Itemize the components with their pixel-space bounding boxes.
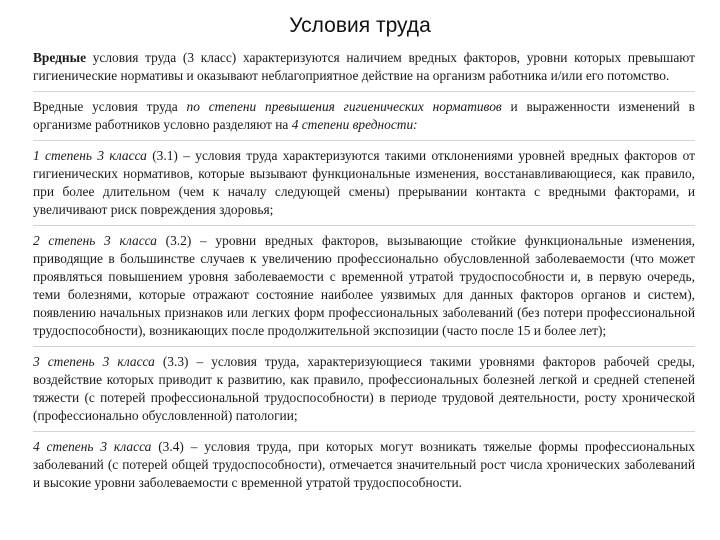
divider: [33, 140, 695, 141]
degree-heading: 4 степень 3 класса: [33, 439, 152, 454]
intro-bold-term: Вредные: [33, 50, 87, 65]
classification-part1: Вредные условия труда: [33, 99, 187, 114]
degree-text: – условия труда, характеризующиеся такими уровнями факторов рабочей среды, воздействие которых приводит к развитию, как правило, профессиональных болезней легкой и средней степеней тяжести (с потерей профессиональной трудоспособности) в периоде трудовой деятельности, росту хронической (профессионально обусловленной) патологии;: [33, 354, 695, 423]
content: [33, 49, 695, 492]
divider: [33, 225, 695, 226]
degree-text: – условия труда, при которых могут возникать тяжелые формы профессиональных заболеваний (с потерей общей трудоспособности), отмечается значительный рост числа хронических заболеваний и высокие уровни заболеваемости с временной утратой трудоспособности.: [33, 439, 695, 490]
degree-text: – условия труда характеризуются такими отклонениями уровней вредных факторов от гигиенических нормативов, которые вызывают функциональные изменения, восстанавливающиеся, как правило, при более длительном (чем к началу следующей смены) прерывании контакта с вредными факторами, и увеличивают риск повреждения здоровья;: [33, 148, 695, 217]
degree-code: (3.4): [151, 439, 184, 454]
classification-italic1: по степени превышения гигиенических нормативов: [186, 99, 502, 114]
degree-heading: 3 степень 3 класса: [33, 354, 155, 369]
degree-text: – уровни вредных факторов, вызывающие стойкие функциональные изменения, приводящие в большинстве случаев к увеличению профессионально обусловленной заболеваемости (что может проявляться повышением уровня заболеваемости с временной утратой трудоспособности и, в первую очередь, теми болезнями, которые отражают состояние наиболее уязвимых для данных факторов органов и систем), появлению начальных признаков или легких форм профессиональных заболеваний (без потери профессиональной трудоспособности), возникающих после продолжительной экспозиции (часто после 15 и более лет);: [33, 233, 695, 338]
degree-code: (3.1): [146, 148, 178, 163]
classification-part2: и выраженности изменений в организме работников условно разделяют на: [33, 99, 695, 132]
degree-code: (3.3): [154, 354, 189, 369]
degree-paragraph-3: [33, 353, 695, 425]
degree-paragraph-1: [33, 147, 695, 219]
classification-paragraph: [33, 98, 695, 134]
classification-italic2: 4 степени вредности:: [291, 117, 418, 132]
intro-text: условия труда (3 класс) характеризуются наличием вредных факторов, уровни которых превышают гигиенические нормативы и оказывают неблагоприятное действие на организм работника и/или его потомство.: [33, 50, 695, 83]
intro-paragraph: [33, 49, 695, 85]
degree-paragraph-4: [33, 438, 695, 492]
divider: [33, 346, 695, 347]
degree-code: (3.2): [156, 233, 192, 248]
page-title: Условия труда: [289, 14, 431, 37]
divider: [33, 431, 695, 432]
degree-heading: 1 степень 3 класса: [33, 148, 147, 163]
divider: [33, 91, 695, 92]
degree-paragraph-2: [33, 232, 695, 340]
degree-heading: 2 степень 3 класса: [33, 233, 157, 248]
